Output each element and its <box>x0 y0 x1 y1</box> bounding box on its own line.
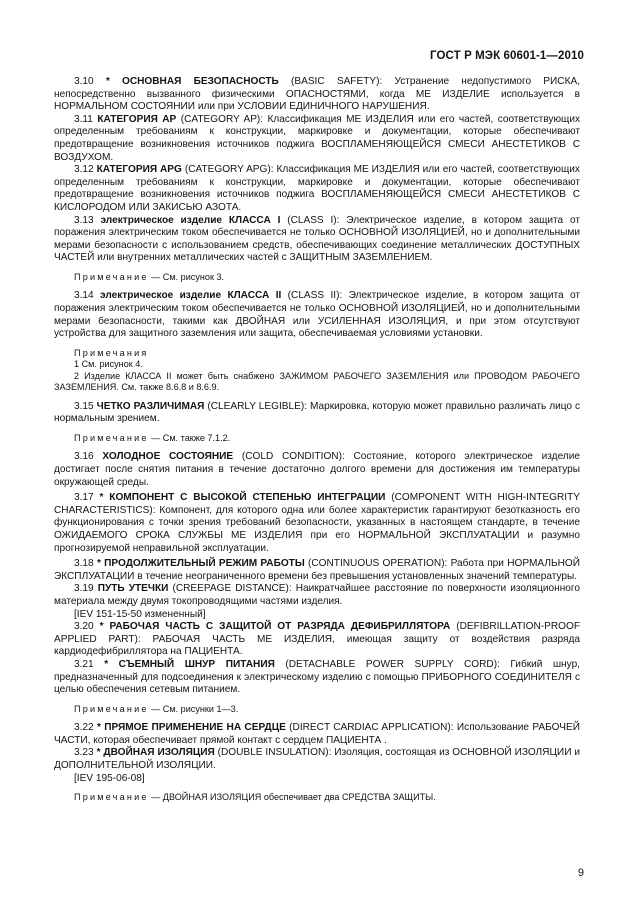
reference-3-19: [IEV 151-15-50 измененный] <box>74 608 206 620</box>
clause-3-18: 3.18 * ПРОДОЛЖИТЕЛЬНЫЙ РЕЖИМ РАБОТЫ (CONTINUOUS OPERATION): Работа при НОРМАЛЬНОЙ ЭКСПЛУАТАЦИИ в течение неограниченного времени без превышения установленных значений температуры. <box>54 558 580 582</box>
document-body <box>54 76 580 811</box>
clause-3-23: 3.23 * ДВОЙНАЯ ИЗОЛЯЦИЯ (DOUBLE INSULATION): Изоляция, состоящая из ОСНОВНОЙ ИЗОЛЯЦИИ и ДОПОЛНИТЕЛЬНОЙ ИЗОЛЯЦИИ. <box>54 747 580 772</box>
note-item-2: 2 Изделие КЛАССА II может быть снабжено ЗАЖИМОМ РАБОЧЕГО ЗАЗЕМЛЕНИЯ или ПРОВОДОМ РАБОЧЕГО ЗАЗЕМЛЕНИЯ. См. также 8.6.8 и 8.6.9. <box>54 370 580 393</box>
clause-3-10: 3.10 * ОСНОВНАЯ БЕЗОПАСНОСТЬ (BASIC SAFETY): Устранение недопустимого РИСКА, непосредственно вызванного физическими ОПАСНОСТЯМИ, когда ME ИЗДЕЛИЕ используется в НОРМАЛЬНОМ СОСТОЯНИИ или при УСЛОВИИ ЕДИНИЧНОГО НАРУШЕНИЯ. <box>54 76 580 113</box>
note-3-23: Примечание — ДВОЙНАЯ ИЗОЛЯЦИЯ обеспечивает два СРЕДСТВА ЗАЩИТЫ. <box>74 792 436 803</box>
notes-heading: Примечания <box>74 347 149 358</box>
document-header: ГОСТ Р МЭК 60601-1—2010 <box>430 50 584 62</box>
page-number: 9 <box>577 867 584 879</box>
clause-3-14: 3.14 электрическое изделие КЛАССА II (CLASS II): Электрическое изделие, в котором защита от поражения электрическим током обеспечивается не только ОСНОВНОЙ ИЗОЛЯЦИЕЙ, но и дополнительными мерами безопасности, такими как ДВОЙНАЯ или УСИЛЕННАЯ ИЗОЛЯЦИЯ, и при этом отсутствуют устройства для защитного заземления или защита, обеспечиваемая условиями установки. <box>54 290 580 340</box>
clause-3-17: 3.17 * КОМПОНЕНТ С ВЫСОКОЙ СТЕПЕНЬЮ ИНТЕГРАЦИИ (COMPONENT WITH HIGH-INTEGRITY CHARACTERISTICS): Компонент, для которого одна или более характеристик гарантируют безотказность его функционирования с точки зрения требований безопасности, указанных в настоящем стандарте, в течение ОЖИДАЕМОГО СРОКА СЛУЖБЫ ME ИЗДЕЛИЯ при его НОРМАЛЬНОЙ ЭКСПЛУАТАЦИИ и разумно прогнозируемой неправильной эксплуатации. <box>54 492 580 554</box>
clause-3-19: 3.19 ПУТЬ УТЕЧКИ (CREEPAGE DISTANCE): Наикратчайшее расстояние по поверхности изоляционного материала между двумя токопроводящими частями изделия. <box>54 583 580 607</box>
clause-3-22: 3.22 * ПРЯМОЕ ПРИМЕНЕНИЕ НА СЕРДЦЕ (DIRECT CARDIAC APPLICATION): Использование РАБОЧЕЙ ЧАСТИ, которая обеспечивает прямой контакт с сердцем ПАЦИЕНТА . <box>54 722 580 746</box>
clause-3-13: 3.13 электрическое изделие КЛАССА I (CLASS I): Электрическое изделие, в котором защита от поражения электрическим током обеспечивается не только ОСНОВНОЙ ИЗОЛЯЦИЕЙ, но и дополнительными мерами безопасности с использованием средств, обеспечивающих соединение металлических ДОСТУПНЫХ ЧАСТЕЙ или внутренних металлических частей с ЗАЩИТНЫМ ЗАЗЕМЛЕНИЕМ. <box>54 214 580 264</box>
reference-3-23: [IEV 195-06-08] <box>74 772 145 784</box>
note-3-21: Примечание — См. рисунки 1—3. <box>74 703 239 714</box>
clause-3-21: 3.21 * СЪЕМНЫЙ ШНУР ПИТАНИЯ (DETACHABLE POWER SUPPLY CORD): Гибкий шнур, предназначенный для подсоединения к электрическому изделию с помощью ПРИБОРНОГО СОЕДИНИТЕЛЯ с целью обеспечения сетевым питанием. <box>54 658 580 696</box>
note-item-1: 1 См. рисунок 4. <box>74 359 143 370</box>
note-3-13: Примечание — См. рисунок 3. <box>74 271 225 282</box>
clause-3-16: 3.16 ХОЛОДНОЕ СОСТОЯНИЕ (COLD CONDITION): Состояние, которого электрическое изделие достигает после снятия питания в течение достаточно долгого времени для достижения им температуры окружающей среды. <box>54 451 580 488</box>
clause-3-11: 3.11 КАТЕГОРИЯ АР (CATEGORY AP): Классификация ME ИЗДЕЛИЯ или его частей, соответствующих определенным требованиям к конструкции, маркировке и документации, которые обеспечивают предотвращение возникновения источников поджига ВОСПЛАМЕНЯЮЩЕЙСЯ СМЕСИ АНЕСТЕТИКОВ С ВОЗДУХОМ. <box>54 113 580 163</box>
note-3-15: Примечание — См. также 7.1.2. <box>74 432 231 443</box>
notes-3-14 <box>54 348 580 394</box>
clause-3-15: 3.15 ЧЕТКО РАЗЛИЧИМАЯ (CLEARLY LEGIBLE): Маркировка, которую может правильно различать лицо с нормальным зрением. <box>54 400 581 425</box>
clause-3-20: 3.20 * РАБОЧАЯ ЧАСТЬ С ЗАЩИТОЙ ОТ РАЗРЯДА ДЕФИБРИЛЛЯТОРА (DEFIBRILLATION-PROOF APPLIED PART): РАБОЧАЯ ЧАСТЬ ME ИЗДЕЛИЯ, имеющая защиту от воздействия разряда кардиодефибриллятора на ПАЦИЕНТА. <box>54 621 580 658</box>
clause-3-12: 3.12 КАТЕГОРИЯ APG (CATEGORY APG): Классификация ME ИЗДЕЛИЯ или его частей, соответствующих определенным требованиям к конструкции, маркировке и документации, которые обеспечивают предотвращение возникновения источников поджига ВОСПЛАМЕНЯЮЩЕЙСЯ СМЕСИ АНЕСТЕТИКОВ С КИСЛОРОДОМ ИЛИ ЗАКИСЬЮ АЗОТА. <box>54 164 580 213</box>
